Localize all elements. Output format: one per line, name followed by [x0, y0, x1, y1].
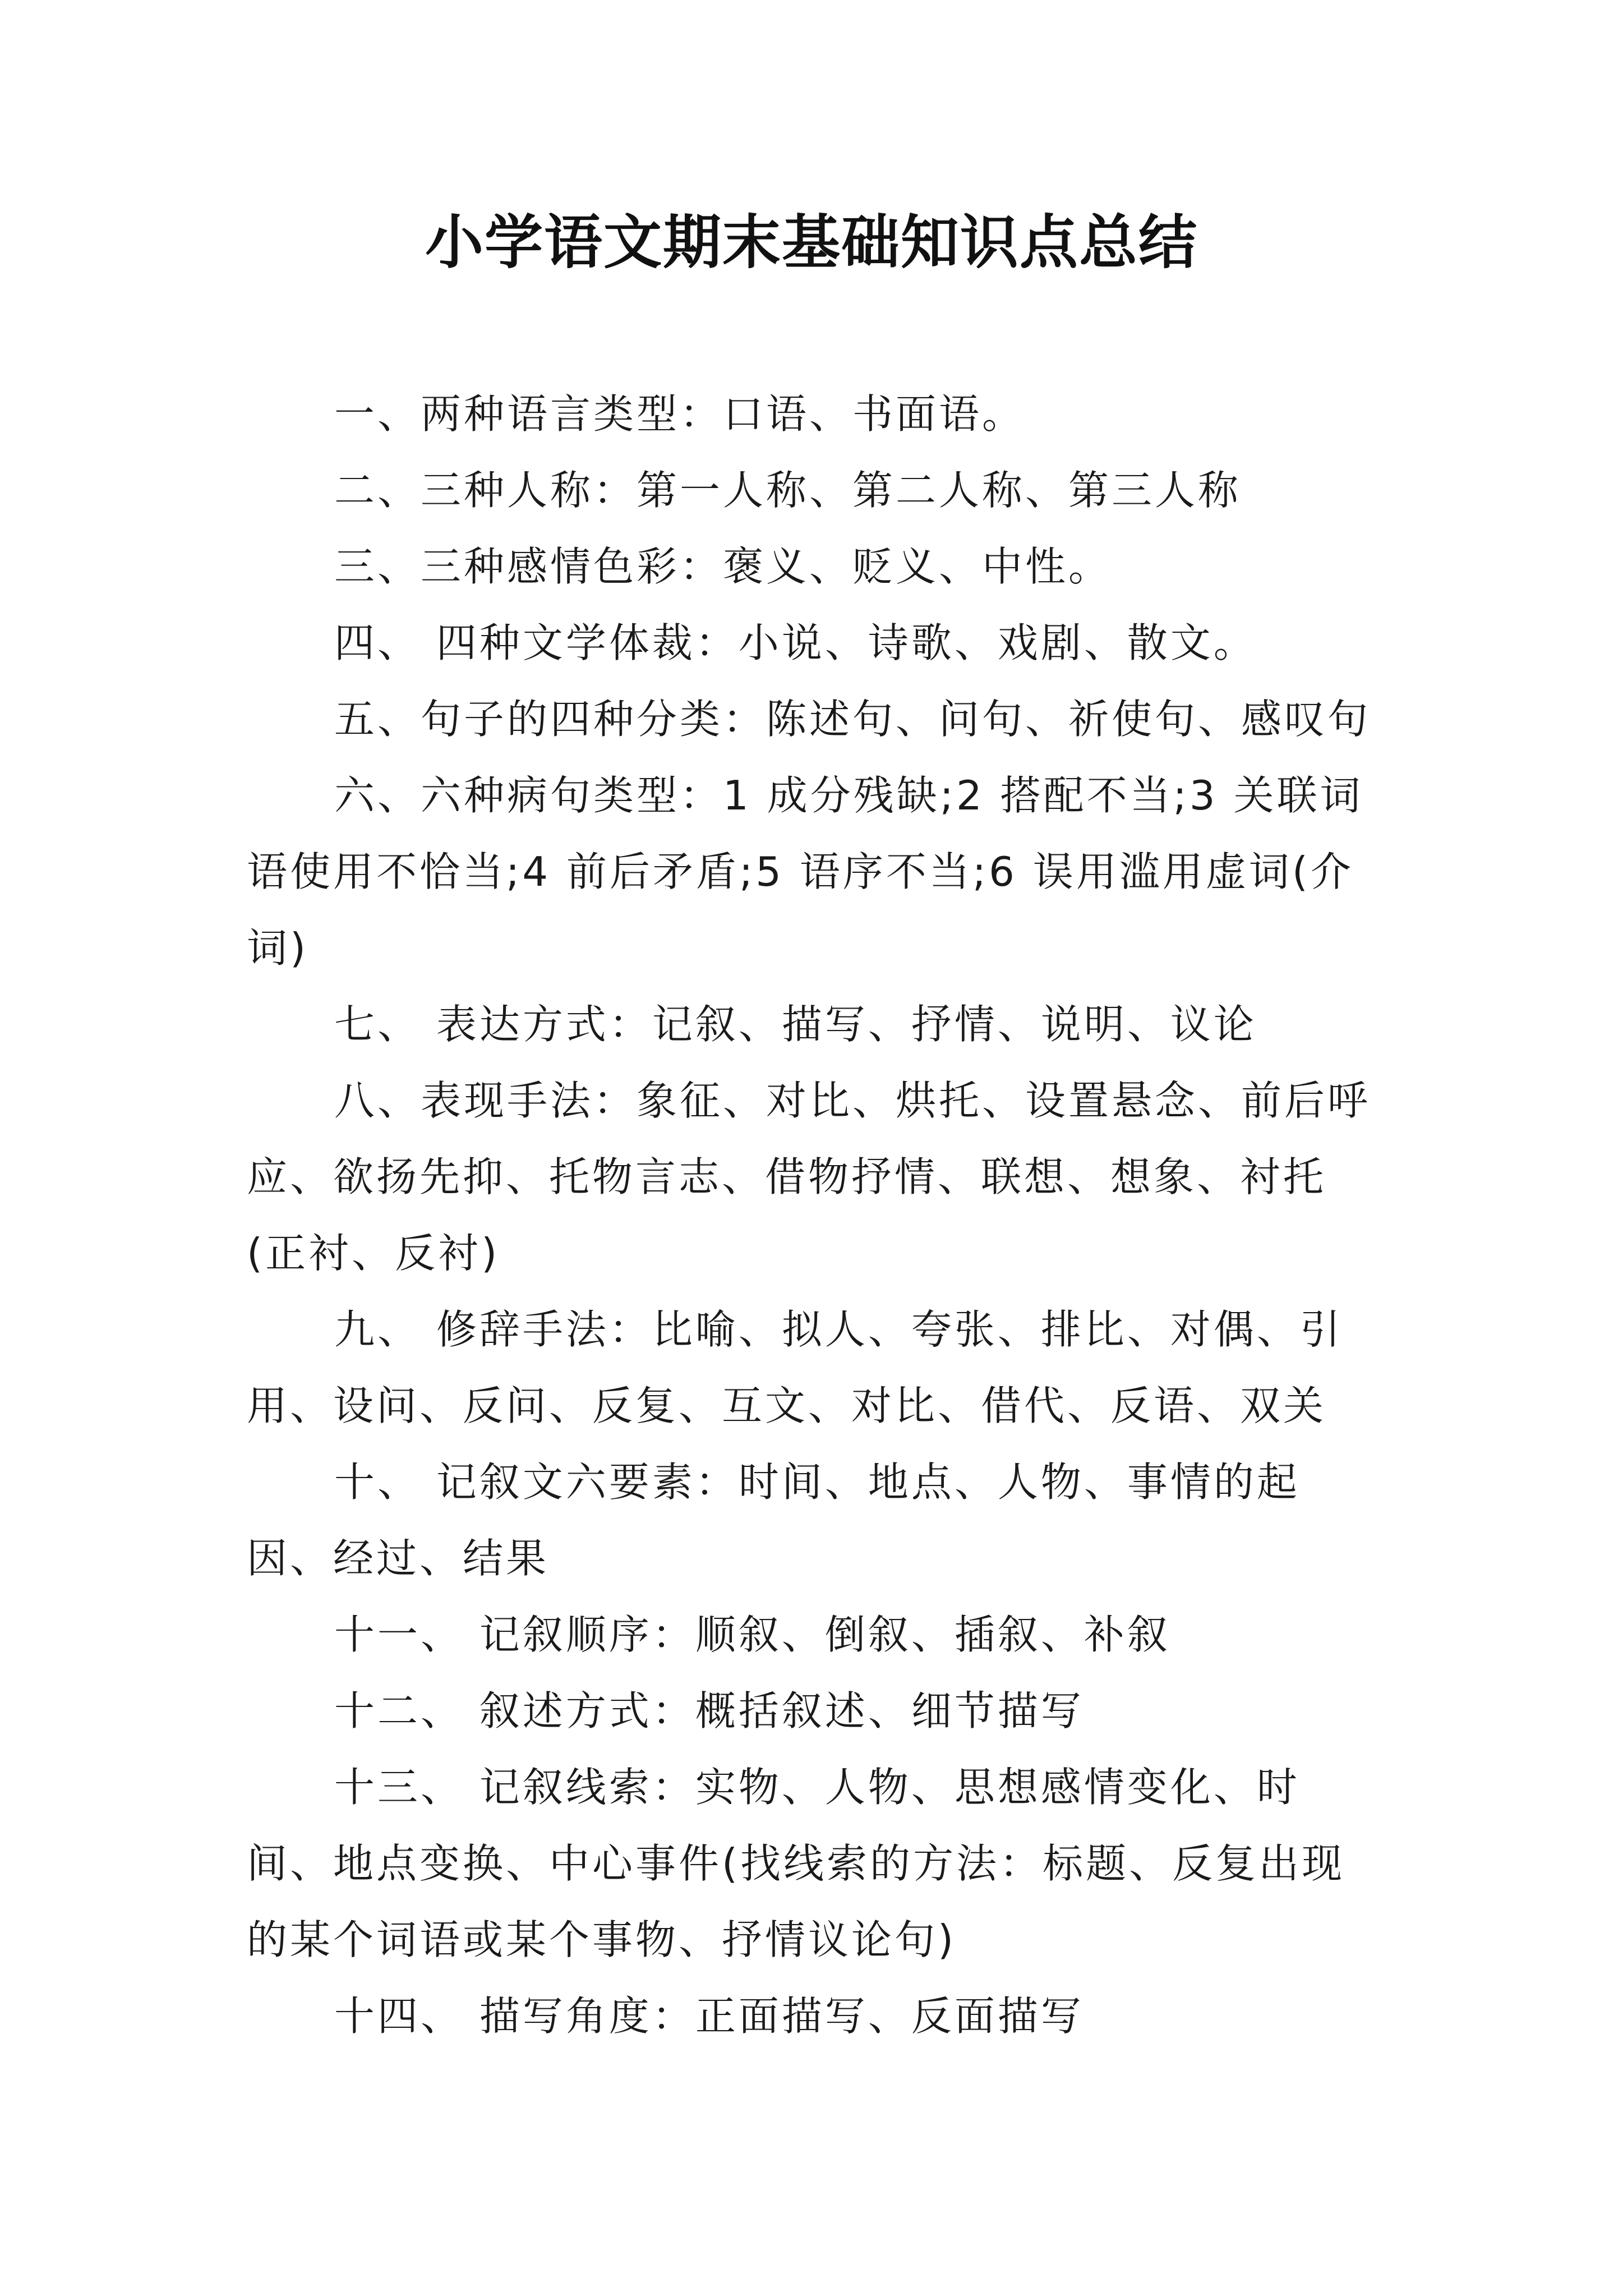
document-body: [247, 376, 1385, 2054]
paragraph-14: 十四、 描写角度：正面描写、反面描写: [334, 1993, 1084, 2040]
paragraph-6: 六、六种病句类型：1 成分残缺;2 搭配不当;3 关联词语使用不恰当;4 前后矛盾;5 语序不当;6 误用滥用虚词(介词): [247, 772, 1363, 972]
paragraph-10: 十、 记叙文六要素：时间、地点、人物、事情的起因、经过、结果: [247, 1458, 1300, 1582]
paragraph-5: 五、句子的四种分类：陈述句、问句、祈使句、感叹句: [334, 696, 1371, 743]
document-title: 小学语文期末基础知识点总结: [425, 208, 1198, 277]
paragraph-3: 三、三种感情色彩：褒义、贬义、中性。: [334, 543, 1112, 590]
paragraph-9: 九、 修辞手法：比喻、拟人、夸张、排比、对偶、引用、设问、反问、反复、互文、对比、借代、反语、双关: [247, 1306, 1343, 1429]
paragraph-11: 十一、 记叙顺序：顺叙、倒叙、插叙、补叙: [334, 1611, 1170, 1658]
paragraph-2: 二、三种人称：第一人称、第二人称、第三人称: [334, 467, 1242, 514]
paragraph-1: 一、两种语言类型：口语、书面语。: [334, 390, 1026, 438]
paragraph-8: 八、表现手法：象征、对比、烘托、设置悬念、前后呼应、欲扬先抑、托物言志、借物抒情、联想、想象、衬托(正衬、反衬): [247, 1077, 1371, 1277]
paragraph-12: 十二、 叙述方式：概括叙述、细节描写: [334, 1687, 1084, 1734]
paragraph-13: 十三、 记叙线索：实物、人物、思想感情变化、时间、地点变换、中心事件(找线索的方法：标题、反复出现的某个词语或某个事物、抒情议论句): [247, 1764, 1345, 1963]
paragraph-4: 四、 四种文学体裁：小说、诗歌、戏剧、散文。: [334, 619, 1257, 666]
paragraph-7: 七、 表达方式：记叙、描写、抒情、说明、议论: [334, 1001, 1257, 1048]
